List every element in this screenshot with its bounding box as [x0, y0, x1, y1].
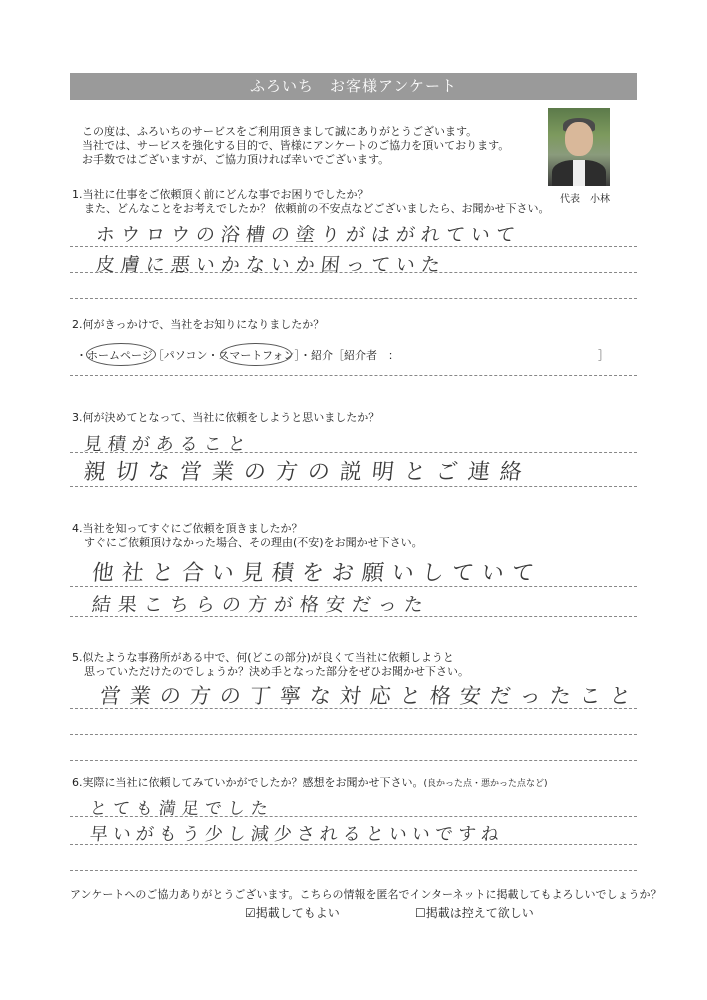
- intro-line: お手数ではございますが、ご協力頂ければ幸いでございます。: [82, 153, 390, 166]
- answer-rule: [70, 586, 637, 587]
- publish-yes-option[interactable]: ☑掲載してもよい: [245, 906, 340, 920]
- answer-rule: [70, 298, 637, 299]
- answer-1-line-2: 皮膚に悪いかないか困っていた: [94, 254, 448, 276]
- representative-caption: 代表 小林: [560, 194, 610, 205]
- answer-4-line-1: 他社と合い見積をお願いしていて: [90, 561, 544, 586]
- answer-rule: [70, 760, 637, 761]
- question-5: 5.似たような事務所がある中で、何(どこの部分)が良くて当社に依頼しようと 思っていただけたのでしょうか？決め手となった部分をぜひお聞かせ下さい。: [72, 651, 469, 678]
- answer-rule: [70, 734, 637, 735]
- intro-text: [82, 125, 532, 167]
- question-6-note: (良かった点・悪かった点など): [423, 779, 548, 789]
- answer-rule: [70, 616, 637, 617]
- page-title: ふろいち お客様アンケート: [70, 73, 637, 100]
- answer-rule: [70, 870, 637, 871]
- answer-6-line-2: 早いがもう少し減少されるといいですね: [88, 824, 505, 845]
- answer-3-line-2: 親切な営業の方の説明とご連絡: [82, 460, 534, 485]
- answer-rule: [70, 816, 637, 817]
- answer-3-line-1: 見積があること: [82, 434, 253, 455]
- answer-rule: [70, 272, 637, 273]
- answer-rule: [70, 375, 637, 376]
- intro-line: この度は、ふろいちのサービスをご利用頂きまして誠にありがとうございます。: [82, 125, 478, 138]
- option-referral: ・紹介［紹介者 ：: [300, 349, 399, 362]
- answer-1-line-1: ホウロウの浴槽の塗りがはがれていて: [94, 224, 523, 246]
- representative-photo: [548, 108, 610, 186]
- question-1: 1.当社に仕事をご依頼頂く前にどんな事でお困りでしたか？ また、どんなことをお考えでしたか？ 依頼前の不安点などございましたら、お聞かせ下さい。: [72, 188, 550, 215]
- answer-4-line-2: 結果こちらの方が格安だった: [90, 594, 432, 616]
- answer-rule: [70, 486, 637, 487]
- publish-no-option[interactable]: ☐掲載は控えて欲しい: [415, 906, 534, 920]
- answer-rule: [70, 246, 637, 247]
- answer-rule: [70, 844, 637, 845]
- referral-bracket: ］: [598, 349, 609, 362]
- answer-rule: [70, 452, 637, 453]
- question-4: 4.当社を知ってすぐにご依頼を頂きましたか？ すぐにご依頼頂けなかった場合、その理由(不安)をお聞かせ下さい。: [72, 522, 423, 549]
- question-3: 3.何が決めてとなって、当社に依頼をしようと思いましたか？: [72, 411, 380, 424]
- publish-question: アンケートへのご協力ありがとうございます。こちらの情報を匿名でインターネットに掲載してもよろしいでしょうか？: [70, 888, 662, 901]
- question-6: 6.実際に当社に依頼してみていかがでしたか？感想をお聞かせ下さい。(良かった点・悪かった点など): [72, 776, 548, 789]
- answer-5-line-1: 営業の方の丁寧な対応と格安だったこと: [98, 684, 642, 708]
- answer-rule: [70, 708, 637, 709]
- homepage-circle-mark: [86, 343, 156, 366]
- smartphone-circle-mark: [220, 343, 292, 366]
- option-homepage: ・ホームページ［パソコン・スマートフォン］: [76, 349, 306, 362]
- question-2: 2.何がきっかけで、当社をお知りになりましたか？: [72, 318, 325, 331]
- intro-line: 当社では、サービスを強化する目的で、皆様にアンケートのご協力を頂いております。: [82, 139, 510, 152]
- answer-6-line-1: とても満足でした: [88, 799, 275, 819]
